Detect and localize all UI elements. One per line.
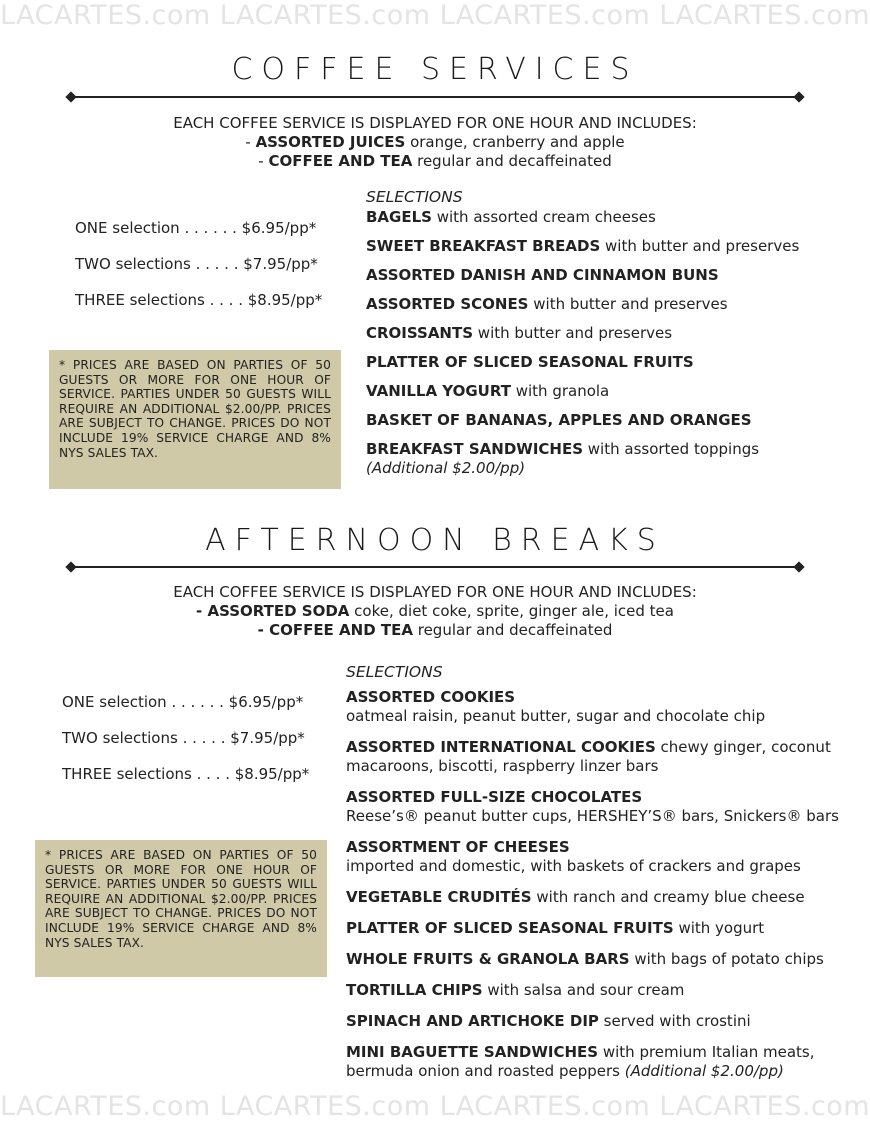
coffee-services-title: COFFEE SERVICES (231, 52, 639, 87)
selection-item: VANILLA YOGURT with granola (366, 382, 610, 400)
selection-item: ASSORTED INTERNATIONAL COOKIES chewy ginger, coconut macaroons, biscotti, raspberry linzer bars (346, 738, 831, 775)
coffee-include-coffee-tea: - COFFEE AND TEA regular and decaffeinated (258, 152, 612, 170)
afternoon-price-list (62, 693, 309, 801)
rule-diamond-right (793, 91, 804, 102)
price-three-selections: THREE selections . . . . $8.95/pp* (62, 765, 310, 783)
afternoon-divider (70, 566, 800, 568)
coffee-include-juices: - ASSORTED JUICES orange, cranberry and apple (245, 133, 625, 151)
selection-item: SPINACH AND ARTICHOKE DIP served with crostini (346, 1012, 751, 1030)
coffee-selections (366, 188, 799, 478)
afternoon-selections (346, 663, 839, 1093)
selection-item: SWEET BREAKFAST BREADS with butter and preserves (366, 237, 800, 255)
selection-item: PLATTER OF SLICED SEASONAL FRUITS with yogurt (346, 919, 765, 937)
watermark-bottom: LACARTES.com LACARTES.com LACARTES.com LACARTES.com (0, 1091, 870, 1122)
rule-diamond-right (793, 561, 804, 572)
afternoon-intro (0, 583, 870, 640)
selection-item: ASSORTMENT OF CHEESES imported and domestic, with baskets of crackers and grapes (346, 838, 801, 875)
coffee-divider (70, 96, 800, 98)
price-two-selections: TWO selections . . . . . $7.95/pp* (62, 729, 305, 747)
afternoon-include-coffee-tea: - COFFEE AND TEA regular and decaffeinated (257, 621, 613, 639)
selection-item: TORTILLA CHIPS with salsa and sour cream (346, 981, 685, 999)
price-three-selections: THREE selections . . . . $8.95/pp* (75, 291, 323, 309)
coffee-selections-heading: SELECTIONS (366, 188, 463, 206)
selection-item: VEGETABLE CRUDITÉS with ranch and creamy blue cheese (346, 888, 805, 906)
afternoon-include-soda: - ASSORTED SODA coke, diet coke, sprite, ginger ale, iced tea (196, 602, 674, 620)
coffee-intro-line: EACH COFFEE SERVICE IS DISPLAYED FOR ONE HOUR AND INCLUDES: (173, 114, 697, 132)
afternoon-intro-line: EACH COFFEE SERVICE IS DISPLAYED FOR ONE HOUR AND INCLUDES: (173, 583, 697, 601)
afternoon-pricing-note: * PRICES ARE BASED ON PARTIES OF 50 GUESTS OR MORE FOR ONE HOUR OF SERVICE. PARTIES UNDER 50 GUESTS WILL REQUIRE AN ADDITIONAL $2.00/PP. PRICES ARE SUBJECT TO CHANGE. PRICES DO NOT INCLUDE 19% SERVICE CHARGE AND 8% NYS SALES TAX. (35, 840, 327, 977)
price-one-selection: ONE selection . . . . . . $6.95/pp* (75, 219, 317, 237)
selection-item: ASSORTED DANISH AND CINNAMON BUNS (366, 266, 719, 284)
afternoon-breaks-title: AFTERNOON BREAKS (205, 523, 665, 558)
selection-item: PLATTER OF SLICED SEASONAL FRUITS (366, 353, 694, 371)
coffee-pricing-note: * PRICES ARE BASED ON PARTIES OF 50 GUESTS OR MORE FOR ONE HOUR OF SERVICE. PARTIES UNDER 50 GUESTS WILL REQUIRE AN ADDITIONAL $2.00/PP. PRICES ARE SUBJECT TO CHANGE. PRICES DO NOT INCLUDE 19% SERVICE CHARGE AND 8% NYS SALES TAX. (49, 350, 341, 489)
selection-item: BAGELS with assorted cream cheeses (366, 208, 656, 226)
price-two-selections: TWO selections . . . . . $7.95/pp* (75, 255, 318, 273)
price-one-selection: ONE selection . . . . . . $6.95/pp* (62, 693, 304, 711)
selection-item: ASSORTED FULL-SIZE CHOCOLATES Reese’s® peanut butter cups, HERSHEY’S® bars, Snickers® bars (346, 788, 839, 825)
selection-item: ASSORTED COOKIES oatmeal raisin, peanut butter, sugar and chocolate chip (346, 688, 766, 725)
selection-item: WHOLE FRUITS & GRANOLA BARS with bags of potato chips (346, 950, 824, 968)
selection-item: BASKET OF BANANAS, APPLES AND ORANGES (366, 411, 752, 429)
watermark-top: LACARTES.com LACARTES.com LACARTES.com LACARTES.com (0, 0, 870, 31)
coffee-intro (0, 114, 870, 171)
coffee-price-list (75, 219, 322, 327)
selection-item: ASSORTED SCONES with butter and preserves (366, 295, 728, 313)
selection-item: BREAKFAST SANDWICHES with assorted toppings (Additional $2.00/pp) (366, 440, 760, 477)
afternoon-selections-heading: SELECTIONS (346, 663, 443, 681)
selection-item: CROISSANTS with butter and preserves (366, 324, 673, 342)
selection-item: MINI BAGUETTE SANDWICHES with premium Italian meats, bermuda onion and roasted peppers (Additional $2.00/pp) (346, 1043, 815, 1080)
